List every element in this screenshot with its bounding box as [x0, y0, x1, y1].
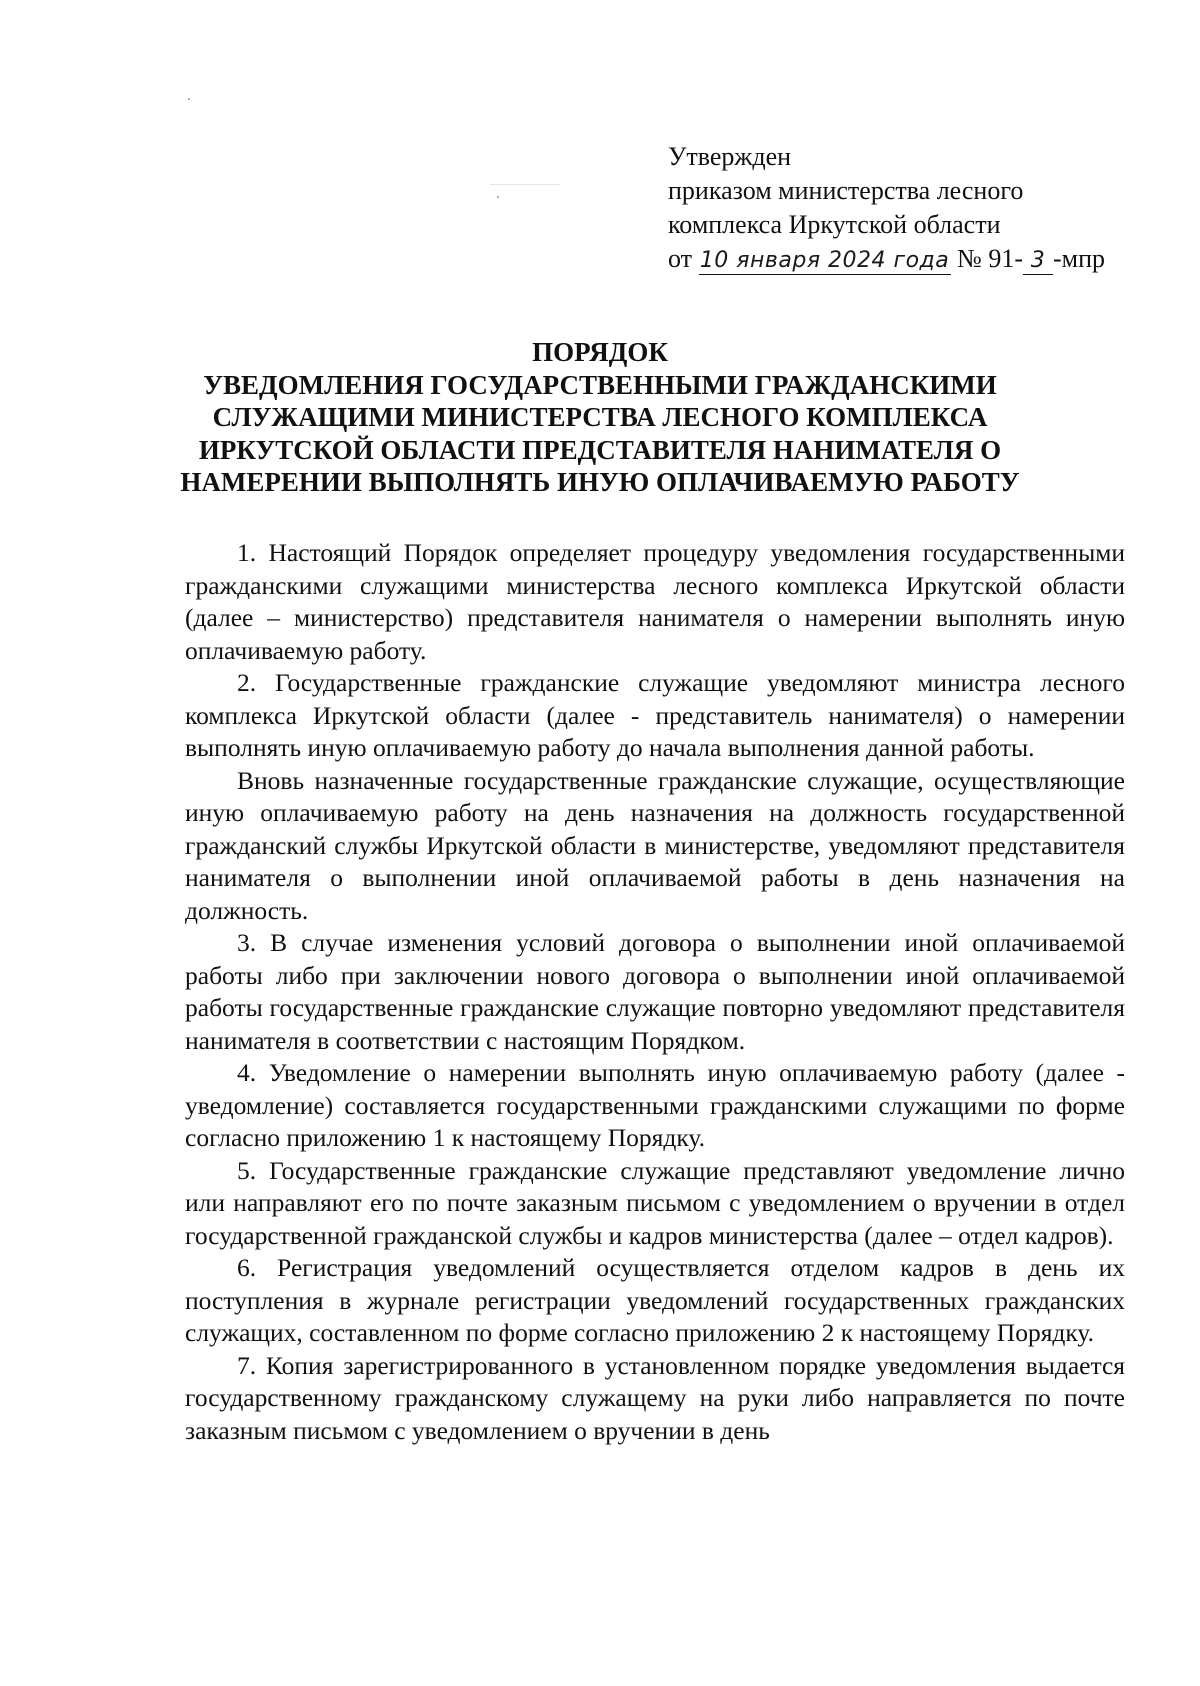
paragraph-2: 2. Государственные гражданские служащие уведомляют министра лесного комплекса Иркутской области (далее - представитель нанимателя) о намерении выполнять иную оплачиваемую работу до начала выполнения данной работы.	[185, 668, 1125, 762]
paragraph-7: 7. Копия зарегистрированного в установленном порядке уведомления выдается государственному гражданскому служащему на руки либо направляется по почте заказным письмом с уведомлением о вручении в день	[185, 1350, 1125, 1445]
paragraph-4: 4. Уведомление о намерении выполнять иную оплачиваемую работу (далее - уведомление) составляется государственными гражданскими служащими по форме согласно приложению 1 к настоящему Порядку.	[185, 1058, 1125, 1152]
scan-mark	[490, 184, 560, 185]
handwritten-number: 3	[1023, 248, 1053, 275]
scan-speck	[497, 196, 499, 198]
paragraph-2-continued: Вновь назначенные государственные гражданские служащие, осуществляющие иную оплачиваемую работу на день назначения на должность государственной гражданский службы Иркутской области в министерстве, уведомляют представителя нанимателя о выполнении иной оплачиваемой работы в день назначения на должность.	[185, 765, 1125, 925]
approval-line-org: комплекса Иркутской области	[668, 210, 1001, 239]
number-prefix: № 91-	[957, 244, 1023, 273]
handwritten-date: 10 января 2024 года	[699, 248, 950, 273]
scan-speck	[188, 98, 190, 100]
title-line: ИРКУТСКОЙ ОБЛАСТИ ПРЕДСТАВИТЕЛЯ НАНИМАТЕЛЯ О	[198, 434, 1002, 465]
title-line: НАМЕРЕНИИ ВЫПОЛНЯТЬ ИНУЮ ОПЛАЧИВАЕМУЮ РАБОТУ	[180, 467, 1020, 497]
approval-line-approved: Утвержден	[668, 142, 792, 171]
approval-line-order: приказом министерства лесного	[668, 176, 1024, 205]
document-title	[150, 336, 1050, 499]
document-body	[185, 537, 1125, 1447]
paragraph-6: 6. Регистрация уведомлений осуществляется отделом кадров в день их поступления в журнале регистрации уведомлений государственных гражданских служащих, составленном по форме согласно приложению 2 к настоящему Порядку.	[185, 1253, 1125, 1347]
paragraph-1: 1. Настоящий Порядок определяет процедуру уведомления государственными гражданскими служащими министерства лесного комплекса Иркутской области (далее – министерство) представителя нанимателя о намерении выполнять иную оплачиваемую работу.	[185, 538, 1125, 665]
title-line: УВЕДОМЛЕНИЯ ГОСУДАРСТВЕННЫМИ ГРАЖДАНСКИМИ	[203, 369, 997, 400]
title-line: СЛУЖАЩИМИ МИНИСТЕРСТВА ЛЕСНОГО КОМПЛЕКСА	[212, 402, 988, 432]
paragraph-5: 5. Государственные гражданские служащие представляют уведомление лично или направляют его по почте заказным письмом с уведомлением о вручении в отдел государственной гражданской службы и кадров министерства (далее – отдел кадров).	[185, 1155, 1125, 1250]
approval-line-date-number	[668, 242, 1105, 276]
date-prefix: от	[668, 244, 693, 273]
title-line: ПОРЯДОК	[532, 337, 668, 367]
number-suffix: -мпр	[1053, 244, 1106, 273]
approval-block	[668, 140, 1105, 276]
paragraph-3: 3. В случае изменения условий договора о выполнении иной оплачиваемой работы либо при заключении нового договора о выполнении иной оплачиваемой работы государственные гражданские служащие повторно уведомляют представителя нанимателя в соответствии с настоящим Порядком.	[185, 928, 1125, 1055]
